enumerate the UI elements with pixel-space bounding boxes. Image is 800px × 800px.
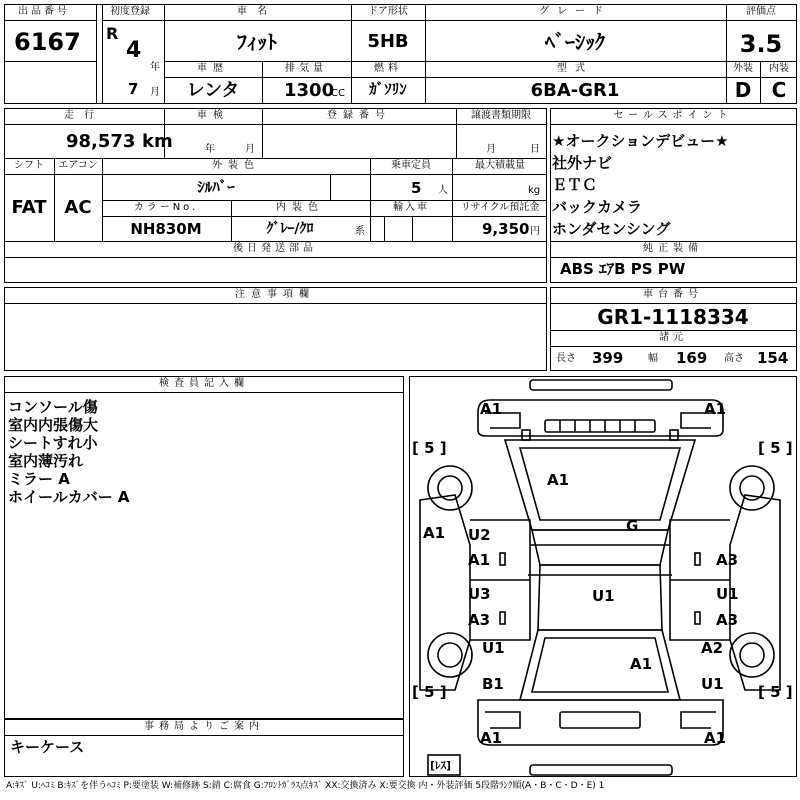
reg-month: 7 [128,80,139,98]
spare-tire-status: [ﾚｽ] [430,759,452,772]
capacity-label: 乗車定員 [391,160,431,171]
grade-label: グレード [539,6,611,17]
lot-label: 出品番号 [18,6,70,17]
car-name-label: 車名 [237,6,277,17]
width-label: 幅 [648,353,658,364]
mark-right-front-door: A3 [716,551,739,569]
inspection-month-unit: 月 [245,144,255,155]
legend: A:ｷｽﾞ U:ﾍｺﾐ B:ｷｽﾞを伴うﾍｺﾐ P:要塗装 W:補修跡 S:錆 C:腐食 G:ﾌﾛﾝﾄｶﾞﾗｽ点ｷｽﾞ XX:交換済み X:要交換 内・外装評価 5段階ﾗﾝｸ順(A・B・C・D・E) 1 [6,781,605,791]
genuine-label: 純正装備 [643,243,703,254]
tire-front-left-score: [ 5 ] [412,439,447,457]
interior-label: 内装 [769,63,789,74]
list-item: 室内内張傷大 [8,416,99,434]
mark-front-left: A1 [480,400,503,418]
ext-color: ｼﾙﾊﾞｰ [197,178,235,196]
sales-points-list [552,130,729,240]
list-item: ★オークションデビュー★ [552,132,729,150]
door-type: 5HB [367,31,409,52]
displacement: 1300 [284,80,335,101]
door-label: ドア形状 [368,6,408,17]
ext-color-label: 外装色 [212,160,260,171]
int-color-label: 内装色 [276,202,324,213]
int-color-unit: 系 [355,226,365,237]
office-text: キーケース [10,738,85,756]
mark-right-rear-quarter: U1 [701,675,724,693]
sales-points-label: セールスポイント [613,110,733,121]
list-item: 社外ナビ [552,154,613,172]
fuel: ｶﾞｿﾘﾝ [369,80,407,98]
color-no: NH830M [130,220,202,238]
ac-label: エアコン [58,160,98,171]
damage-diagram-block [409,376,797,777]
dims-label: 諸元 [659,332,687,343]
list-item: ホンダセンシング [552,220,671,238]
chassis-number: GR1-1118334 [597,305,749,329]
mark-rear-left: A1 [480,729,503,747]
first-reg-label: 初度登録 [110,6,150,17]
mark-left-rear-door-1: U3 [468,585,491,603]
reg-year: 4 [126,38,142,63]
mileage: 98,573 [66,131,136,152]
mark-left-fender: A1 [423,524,446,542]
shift-label: シフト [14,160,44,171]
reg-no-label: 登録番号 [327,110,391,121]
tire-front-right-score: [ 5 ] [758,439,793,457]
year-unit: 年 [150,62,160,73]
score: 3.5 [739,30,783,58]
model: 6BA-GR1 [530,80,620,101]
transfer-label: 譲渡書類期限 [471,110,531,121]
list-item: コンソール傷 [8,398,98,416]
mark-trunk: A1 [630,655,653,673]
mark-rear-right: A1 [704,729,727,747]
import-label: 輸入車 [393,202,429,213]
recycle-unit: 円 [530,226,540,237]
height-label: 高さ [724,353,744,364]
recycle-label: リサイクル預託金 [460,202,540,213]
office-label: 事務局よりご案内 [144,721,264,732]
mark-windshield: G [626,517,639,535]
later-parts-label: 後日発送部品 [233,243,317,254]
lot-number: 6167 [14,28,81,56]
mark-right-rear-door-1: U1 [716,585,739,603]
mark-front-right: A1 [704,400,727,418]
list-item: ホイールカバー A [8,488,130,506]
transfer-month-unit: 月 [486,144,496,155]
mark-right-rear-door-2: A3 [716,611,739,629]
color-no-label: カラーNo. [133,202,199,213]
car-name: ﾌｨｯﾄ [237,30,277,54]
tire-rear-right-score: [ 5 ] [758,683,793,701]
max-load-unit: kg [528,185,541,196]
era: R [106,24,119,43]
ac: AC [64,197,92,218]
capacity: 5 [411,179,422,197]
max-load-label: 最大積載量 [475,160,525,171]
mark-left-rear-quarter: B1 [482,675,504,693]
model-label: 型式 [557,63,593,74]
grade: ﾍﾞｰｼｯｸ [545,30,605,54]
exterior-grade: D [734,78,752,102]
interior-grade: C [771,78,787,102]
list-item: バックカメラ [552,198,643,216]
mark-left-rear-fender: U1 [482,639,505,657]
chassis-label: 車台番号 [643,289,703,300]
mileage-unit: km [142,131,173,152]
history: レンタ [186,80,240,101]
displacement-unit: CC [331,88,345,99]
list-item: ＥＴＣ [552,176,598,194]
inspection-label: 車検 [197,110,229,121]
list-item: ミラー A [8,470,70,488]
notes-label: 注意事項欄 [235,289,315,300]
mark-hood: A1 [547,471,570,489]
score-label: 評価点 [746,6,776,17]
mark-left-front-door-1: U2 [468,526,491,544]
tire-rear-left-score: [ 5 ] [412,683,447,701]
mark-right-rear-fender: A2 [701,639,724,657]
transfer-day-unit: 日 [530,144,540,155]
displacement-label: 排気量 [285,63,327,74]
inspector-label: 検査員記入欄 [159,378,249,389]
width: 169 [676,349,708,367]
fuel-label: 燃料 [374,63,402,74]
length-label: 長さ [556,353,576,364]
inspector-list [8,396,130,504]
recycle-fee: 9,350 [482,220,530,238]
month-unit: 月 [150,87,160,98]
list-item: 室内薄汚れ [8,452,84,470]
int-color: ｸﾞﾚｰ/ｸﾛ [266,221,314,237]
exterior-label: 外装 [733,63,753,74]
list-item: シートすれ小 [8,434,98,452]
shift: FAT [11,197,47,218]
mark-left-rear-door-2: A3 [468,611,491,629]
mark-left-front-door-2: A1 [468,551,491,569]
height: 154 [757,349,789,367]
mileage-label: 走行 [64,110,104,121]
length: 399 [592,349,624,367]
genuine-equipment: ABS ｴｱB PS PW [560,260,686,278]
inspection-year-unit: 年 [205,144,215,155]
capacity-unit: 人 [438,185,448,196]
mark-roof: U1 [592,587,615,605]
history-label: 車歴 [197,63,229,74]
